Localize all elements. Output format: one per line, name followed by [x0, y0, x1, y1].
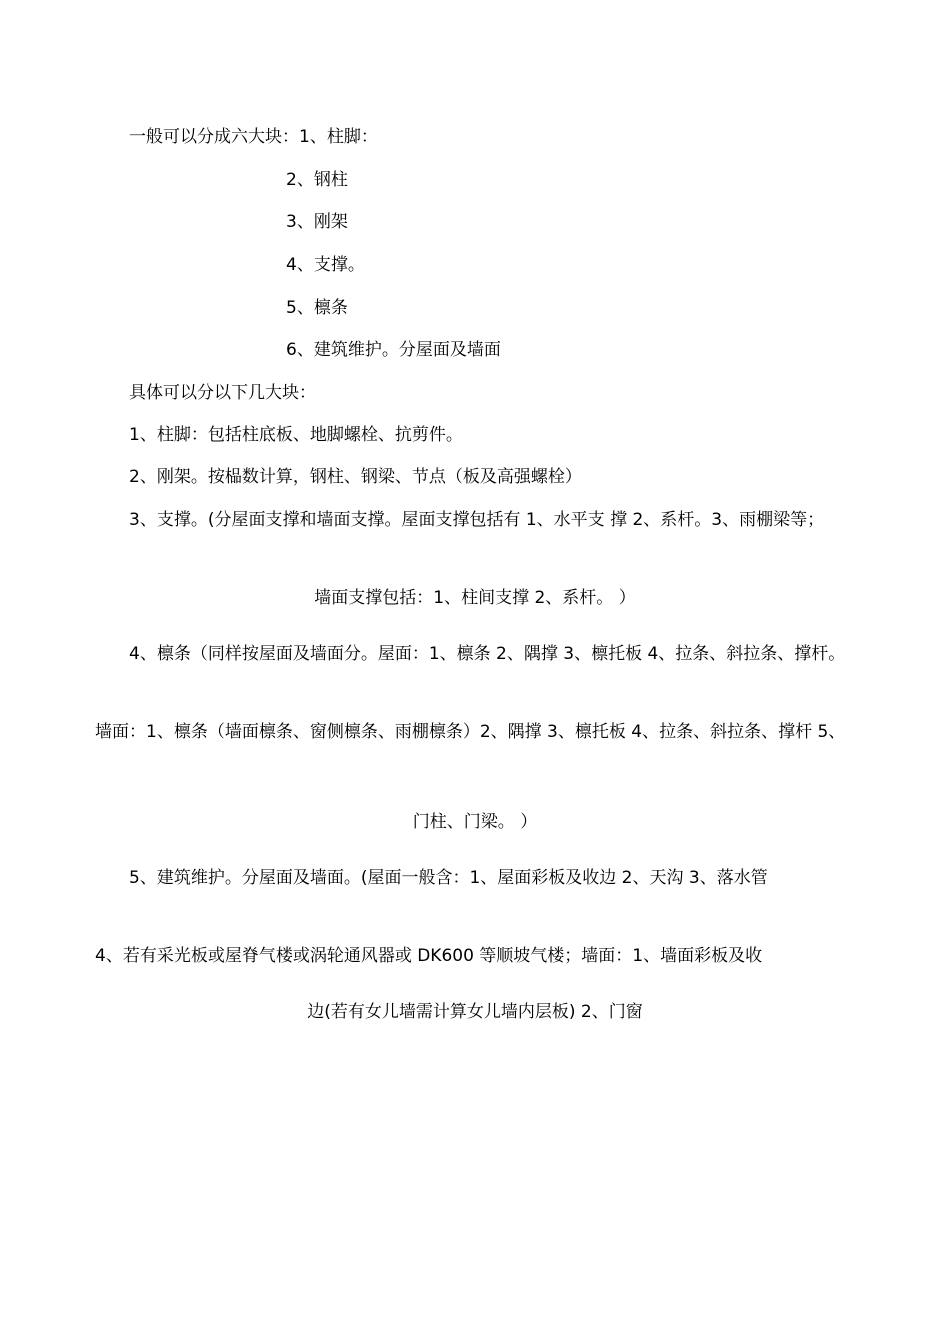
summary-item-building-envelope: 6、建筑维护。分屋面及墙面: [286, 340, 501, 360]
detail-heading: 具体可以分以下几大块：: [129, 383, 316, 403]
detail-paragraph-rigid-frame: 2、刚架。按榀数计算，钢柱、钢梁、节点（板及高强螺栓）: [129, 467, 582, 487]
detail-paragraph-purlin-line1: 4、檩条（同样按屋面及墙面分。屋面：1、檩条 2、隅撑 3、檩托板 4、拉条、斜拉条、撑杆。: [129, 644, 846, 664]
summary-intro: 一般可以分成六大块：1、柱脚：: [129, 127, 378, 147]
detail-paragraph-envelope-line2: 4、若有采光板或屋脊气楼或涡轮通风器或 DK600 等顺坡气楼；墙面：1、墙面彩板及收: [95, 946, 763, 966]
detail-paragraph-bracing-line2: 墙面支撑包括：1、柱间支撑 2、系杆。 ）: [314, 588, 636, 608]
detail-paragraph-purlin-line3: 门柱、门梁。 ）: [412, 812, 538, 832]
detail-paragraph-bracing-line1: 3、支撑。(分屋面支撑和墙面支撑。屋面支撑包括有 1、水平支 撑 2、系杆。3、雨棚梁等；: [129, 510, 825, 530]
detail-paragraph-envelope-line1: 5、建筑维护。分屋面及墙面。(屋面一般含：1、屋面彩板及收边 2、天沟 3、落水管: [129, 868, 768, 888]
summary-item-steel-column: 2、钢柱: [286, 170, 348, 190]
detail-paragraph-column-base: 1、柱脚：包括柱底板、地脚螺栓、抗剪件。: [129, 425, 463, 445]
summary-item-bracing: 4、支撑。: [286, 255, 365, 275]
summary-item-rigid-frame: 3、刚架: [286, 212, 348, 232]
detail-paragraph-envelope-line3: 边(若有女儿墙需计算女儿墙内层板) 2、门窗: [307, 1002, 643, 1022]
summary-item-purlin: 5、檩条: [286, 298, 348, 318]
detail-paragraph-purlin-line2: 墙面：1、檩条（墙面檩条、窗侧檩条、雨棚檩条）2、隅撑 3、檩托板 4、拉条、斜拉条、撑杆 5、: [95, 722, 846, 742]
